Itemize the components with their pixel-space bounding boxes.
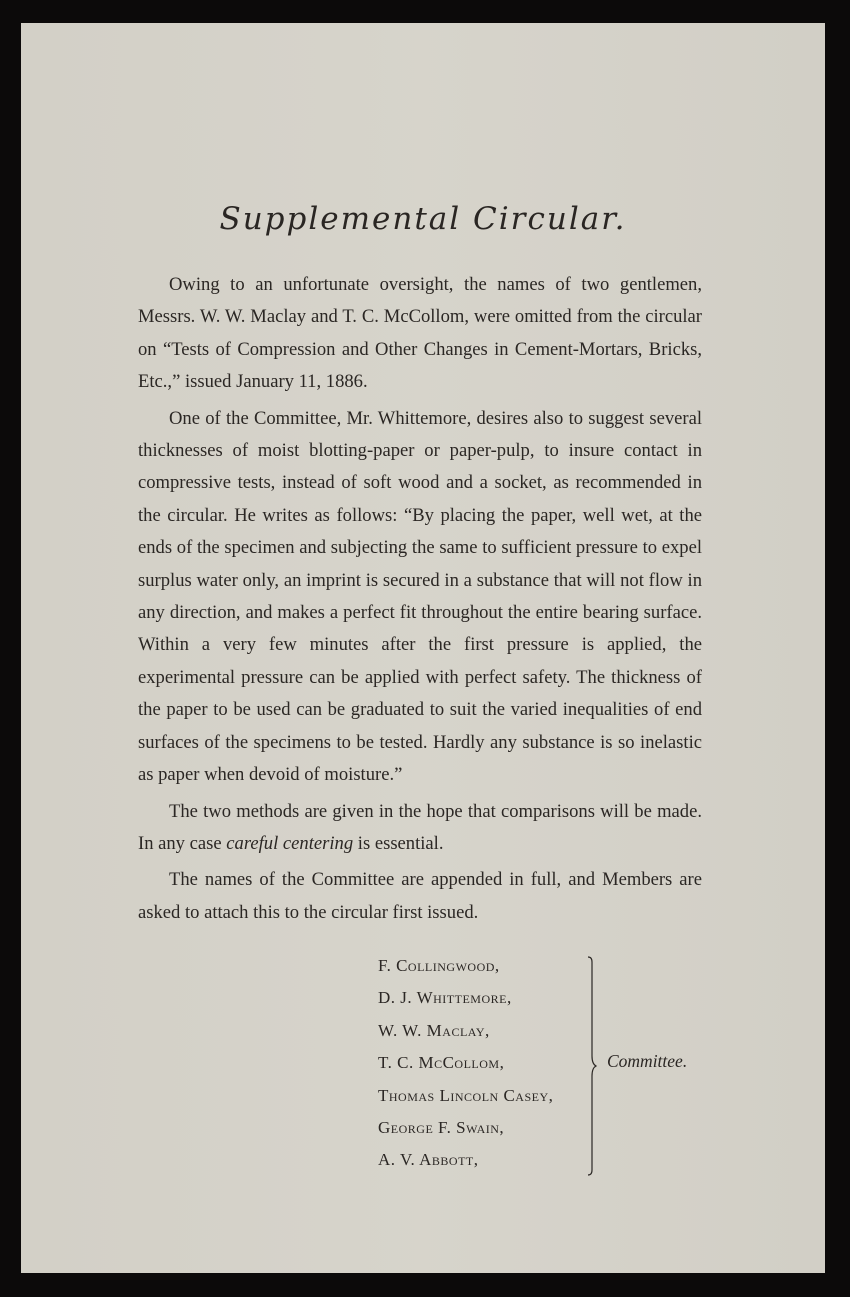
committee-member-list — [378, 950, 553, 1177]
committee-member: W. W. Maclay, — [378, 1020, 490, 1040]
paragraph-methods-comparison — [138, 796, 702, 861]
committee-member: D. J. Whittemore, — [378, 988, 512, 1008]
paper-sheet — [21, 23, 825, 1273]
committee-member: F. Collingwood, — [378, 956, 500, 975]
methods-text-before: The two methods are given in the hope that comparisons will be made. In any case — [138, 800, 702, 854]
emphasis-careful-centering: careful centering — [226, 832, 354, 854]
methods-text-after: is essential. — [353, 832, 444, 854]
right-brace-icon — [587, 956, 597, 1176]
committee-member: Thomas Lincoln Casey, — [378, 1085, 554, 1105]
paragraph-committee-names-note: The names of the Committee are appended in full, and Members are asked to attach this to the circular first issued. — [138, 869, 702, 923]
committee-member: T. C. McCollom, — [378, 1053, 505, 1073]
paragraph-whittemore-suggestion: One of the Committee, Mr. Whittemore, desires also to suggest several thicknesses of moist blotting-paper or paper-pulp, to insure contact in compressive tests, instead of soft wood and a socket, as recommended in the circular. He writes as follows: “By placing the paper, well wet, at the ends of the specimen and subjecting the same to sufficient pressure to expel surplus water only, an imprint is secured in a substance that will not flow in any direction, and makes a perfect fit throughout the entire bearing surface. Within a very few minutes after the first pressure is applied, the experimental pressure can be applied with perfect safety. The thickness of the paper to be used can be graduated to suit the varied inequalities of end surfaces of the specimens to be tested. Hardly any substance is so inelastic as paper when devoid of moisture.” — [138, 407, 702, 786]
committee-member: A. V. Abbott, — [378, 1150, 479, 1170]
document-body — [138, 269, 702, 933]
paragraph-omission-notice: Owing to an unfortunate oversight, the names of two gentlemen, Messrs. W. W. Maclay and T. C. McCollom, were omitted from the circular on “Tests of Compression and Other Changes in Cement-Mortars, Bricks, Etc.,” issued January 11, 1886. — [138, 274, 702, 393]
committee-member: George F. Swain, — [378, 1118, 505, 1138]
document-title: Supplemental Circular. — [219, 201, 627, 237]
committee-label: Committee. — [607, 1051, 688, 1071]
